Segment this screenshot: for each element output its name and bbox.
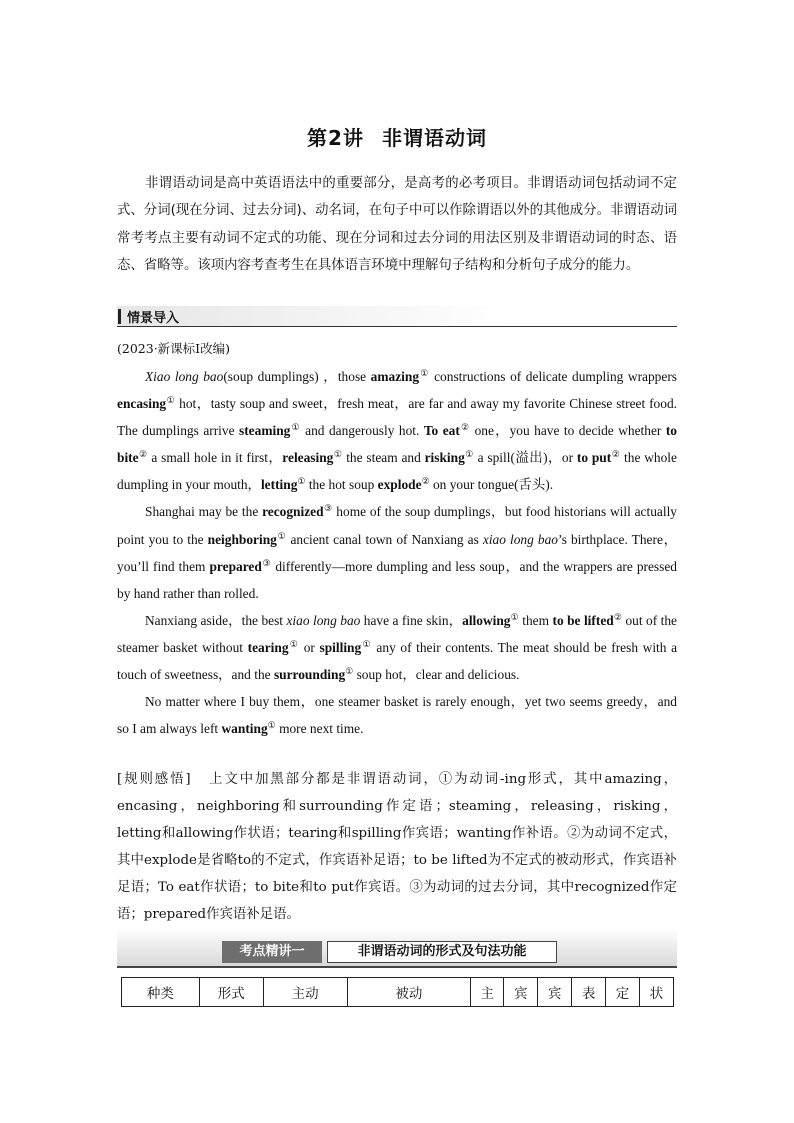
category-marker: ① (464, 449, 474, 460)
text-run: them (518, 612, 553, 628)
category-marker: ① (361, 638, 372, 649)
text-run: a small hole in it first， (147, 450, 283, 466)
table-header-cell: 主动 (263, 978, 347, 1007)
category-marker: ① (419, 368, 430, 378)
lecture-topic: 非谓语动词 (381, 126, 487, 150)
text-run: the whole dumpling in your mouth， (117, 450, 677, 493)
table-header-cell: 种类 (122, 978, 200, 1007)
table-header-cell: 宾 (538, 978, 572, 1007)
nonfinite-verb: recognized (262, 504, 324, 520)
nonfinite-verb: to be lifted (552, 612, 614, 628)
text-run: one，you have to decide whether (470, 423, 666, 439)
category-marker: ① (297, 476, 306, 487)
lecture-number: 第2讲 (307, 126, 364, 150)
category-marker: ① (333, 449, 343, 460)
category-marker: ① (276, 530, 287, 541)
category-marker: ② (611, 449, 621, 460)
table-header-cell: 被动 (347, 978, 471, 1007)
text-run: the hot soup (305, 477, 378, 493)
nonfinite-verb: letting (260, 477, 298, 493)
text-run: on your tongue(舌头). (429, 477, 554, 493)
nonfinite-verb: To eat (423, 423, 460, 439)
category-marker: ① (345, 666, 354, 677)
rule-insight (117, 766, 677, 929)
category-marker: ② (459, 422, 471, 433)
forms-table (121, 977, 674, 1007)
table-header-cell: 形式 (199, 978, 263, 1007)
nonfinite-verb: encasing (117, 396, 167, 412)
section-heading: 情景导入 (127, 311, 180, 326)
text-run: constructions of delicate dumpling wrappers (429, 369, 677, 384)
text-run: have a fine skin， (360, 612, 463, 628)
text-run: the steam and (342, 450, 425, 466)
nonfinite-verb: allowing (462, 612, 511, 628)
passage (117, 363, 677, 742)
text-run: Shanghai may be the (145, 504, 263, 520)
intro-paragraph: 非谓语动词是高中英语语法中的重要部分，是高考的必考项目。非谓语动词包括动词不定式、分词(现在分词、过去分词)、动名词，在句子中可以作除谓语以外的其他成分。非谓语动词常考考点主要有动词不定式的功能、现在分词和过去分词的用法区别及非谓语动词的时态、语态、省略等。该项内容考查考生在具体语言环境中理解句子结构和分析句子成分的能力。 (117, 176, 677, 273)
text-run: out of the steamer basket without (117, 612, 678, 655)
table-header-cell: 状 (639, 978, 673, 1007)
page-title (117, 122, 677, 151)
passage-source: (2023·新课标Ⅰ改编) (117, 341, 230, 356)
nonfinite-verb: wanting (221, 721, 268, 737)
text-run: any of their contents. The meat should be fresh with a touch of sweetness，and the (117, 639, 678, 683)
text-run: soup hot，clear and delicious. (353, 667, 520, 683)
italic-term: xiao long bao (286, 612, 361, 628)
italic-term: xiao long bao (482, 531, 558, 547)
category-marker: ② (138, 449, 148, 460)
table-header-cell: 表 (572, 978, 606, 1007)
text-run: home of the soup dumplings，but food historians will actually point you to the (117, 504, 677, 547)
passage-paragraph-1 (117, 363, 677, 498)
text-run: Nanxiang aside，the best (145, 612, 287, 628)
table-header-cell: 定 (606, 978, 640, 1007)
nonfinite-verb: risking (424, 450, 465, 466)
text-run: ancient canal town of Nanxiang as (286, 531, 483, 547)
text-run: hot，tasty soup and sweet，fresh meat，are far and away my favorite Chinese street food. The dumplings arrive (117, 396, 677, 439)
nonfinite-verb: to put (576, 450, 612, 466)
nonfinite-verb: to bite (117, 423, 677, 466)
rule-label: [规则感悟] (117, 772, 191, 787)
category-marker: ① (510, 611, 519, 622)
text-run: differently—more dumpling and less soup，and the wrappers are pressed by hand rather than rolled. (117, 558, 677, 601)
category-marker: ③ (261, 557, 272, 568)
text-run: or (299, 639, 320, 655)
table-header-row (122, 978, 674, 1007)
passage-paragraph-4 (117, 688, 677, 742)
text-run: more next time. (275, 721, 364, 737)
nonfinite-verb: surrounding (273, 667, 346, 683)
section-heading-bar (117, 306, 677, 327)
text-run: (soup dumplings) ，those (223, 369, 371, 384)
topic-tag: 考点精讲一 (222, 941, 322, 963)
nonfinite-verb: tearing (247, 639, 289, 655)
nonfinite-verb: explode (377, 477, 422, 493)
category-marker: ① (267, 720, 276, 731)
passage-paragraph-3 (117, 607, 677, 688)
table-header-cell: 主 (471, 978, 504, 1007)
nonfinite-verb: neighboring (207, 531, 277, 547)
category-marker: ① (290, 422, 301, 433)
passage-paragraph-2 (117, 498, 677, 606)
italic-term: Xiao long bao (145, 369, 224, 384)
category-marker: ① (166, 395, 176, 406)
text-run: No matter where I buy them，one steamer basket is rarely enough，yet two seems greedy，and so I am always left (117, 694, 677, 737)
text-run: and dangerously hot. (300, 423, 424, 439)
nonfinite-verb: releasing (282, 450, 334, 466)
category-marker: ② (421, 476, 430, 487)
nonfinite-verb: amazing (370, 369, 420, 384)
nonfinite-verb: spilling (319, 639, 362, 655)
rule-text: 上文中加黑部分都是非谓语动词，①为动词-ing形式，其中amazing，encasing，neighboring和surrounding作定语；steaming，releasing，risking，letting和allowing作状语；tearing和spilling作宾语；wanting作补语。②为动词不定式，其中explode是省略to的不定式，作宾语补足语；to be lifted为不定式的被动形式，作宾语补足语；To eat作状语；to bite和to put作宾语。③为动词的过去分词，其中recognized作定语；prepared作宾语补足语。 (117, 772, 677, 923)
category-marker: ② (613, 611, 623, 622)
category-marker: ① (288, 638, 300, 649)
topic-banner (117, 928, 677, 968)
topic-name: 非谓语动词的形式及句法功能 (327, 941, 557, 963)
category-marker: ③ (323, 503, 333, 514)
section-marker (118, 309, 121, 324)
text-run: a spill(溢出)，or (473, 450, 577, 466)
nonfinite-verb: steaming (239, 423, 291, 439)
table-header-cell: 宾 (504, 978, 538, 1007)
nonfinite-verb: prepared (209, 558, 262, 574)
text-run: ’s birthplace. There，you’ll find them (117, 531, 677, 574)
